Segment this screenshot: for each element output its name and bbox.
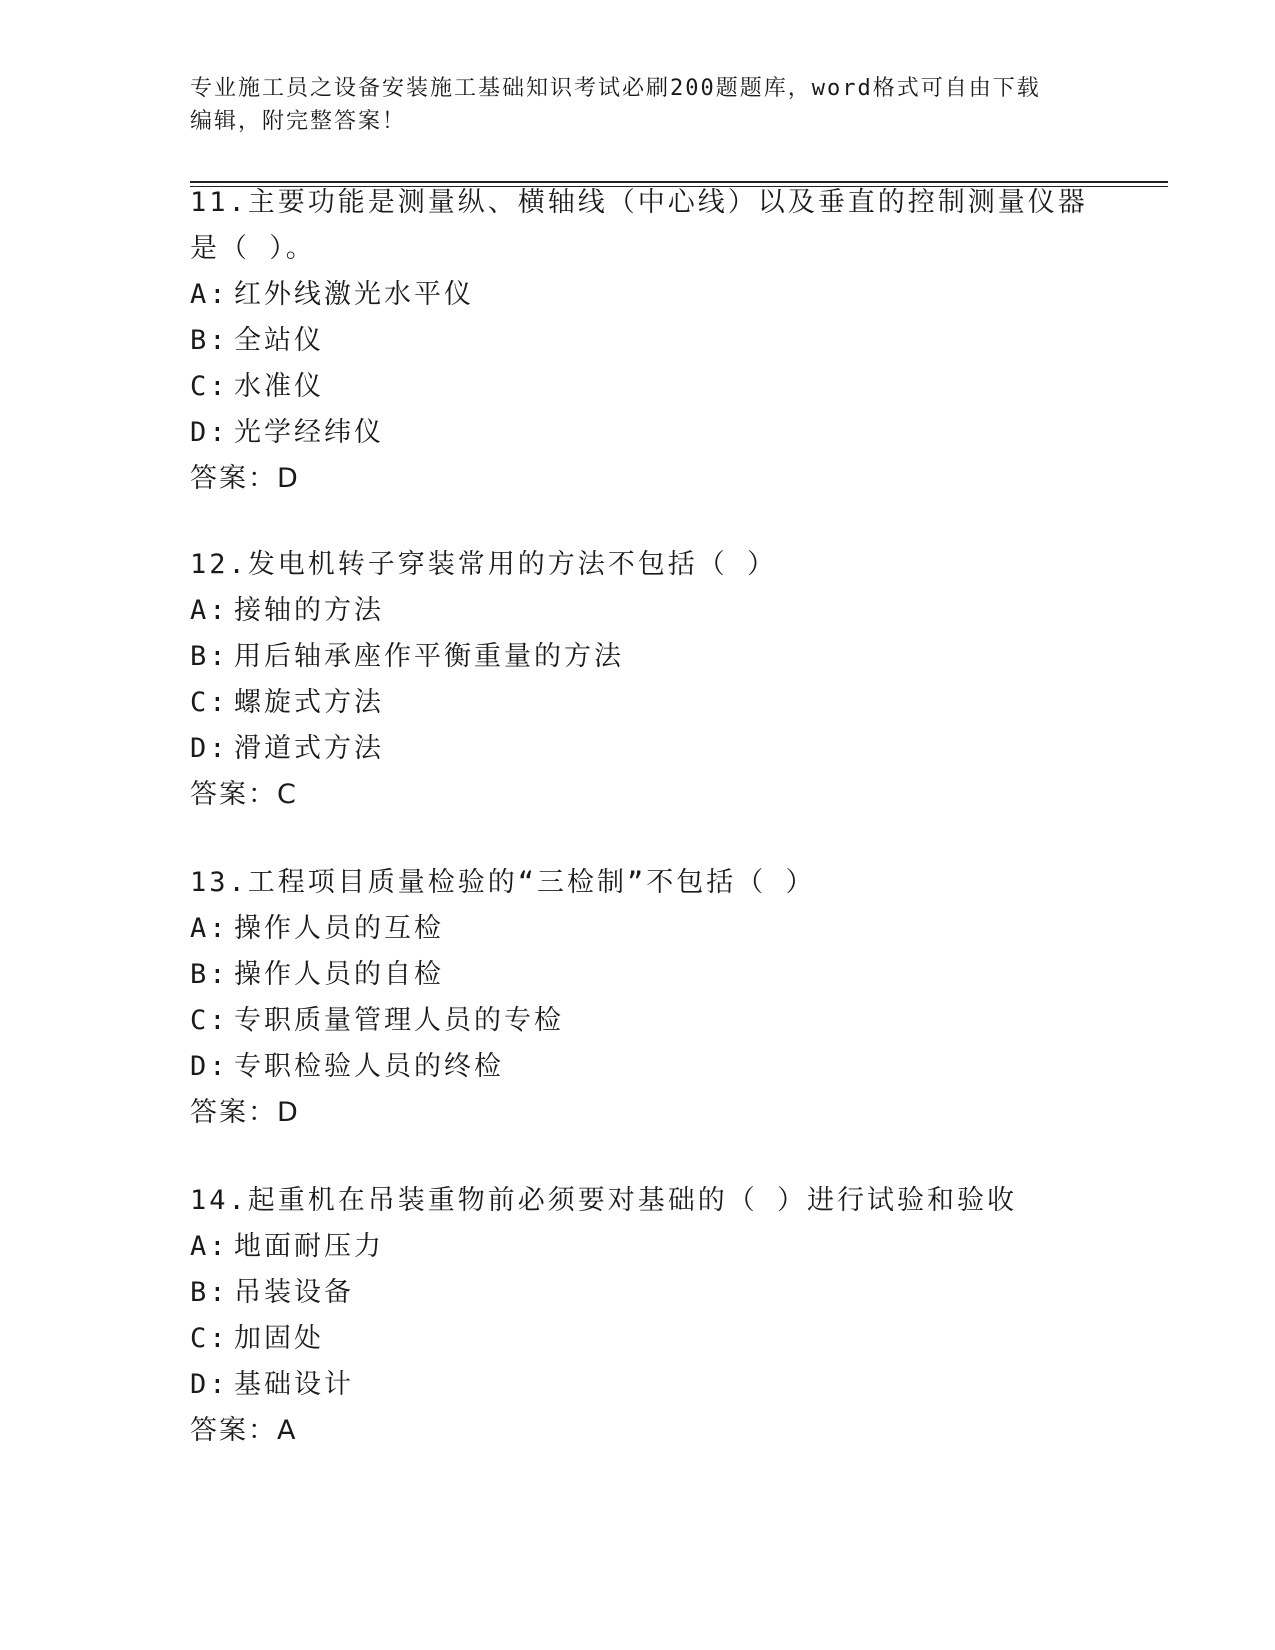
option-key: B: [190, 641, 229, 672]
option-key: D: [190, 417, 229, 448]
option-key: C: [190, 687, 229, 718]
option-a [190, 1224, 1090, 1270]
option-text: 红外线激光水平仪 [234, 279, 474, 310]
option-key: B: [190, 959, 229, 990]
header-line-2: 编辑，附完整答案！ [190, 109, 407, 134]
option-text: 操作人员的互检 [234, 913, 444, 944]
option-key: C: [190, 1323, 229, 1354]
answer: 答案：A [190, 1415, 298, 1446]
option-text: 螺旋式方法 [234, 687, 384, 718]
option-b [190, 952, 1090, 998]
question-12 [190, 542, 1090, 818]
question-stem: 14.起重机在吊装重物前必须要对基础的（ ）进行试验和验收 [190, 1185, 1018, 1216]
option-c [190, 1316, 1090, 1362]
option-d [190, 1362, 1090, 1408]
question-stem: 13.工程项目质量检验的“三检制”不包括（ ） [190, 867, 816, 898]
option-text: 光学经纬仪 [234, 417, 384, 448]
option-text: 基础设计 [234, 1369, 354, 1400]
option-key: A: [190, 279, 229, 310]
option-key: A: [190, 1231, 229, 1262]
option-text: 加固处 [234, 1323, 324, 1354]
document-header [190, 72, 1090, 138]
header-line-1: 专业施工员之设备安装施工基础知识考试必刷200题题库，word格式可自由下载 [190, 76, 1041, 101]
option-c [190, 998, 1090, 1044]
option-text: 滑道式方法 [234, 733, 384, 764]
option-a [190, 272, 1090, 318]
answer: 答案：C [190, 779, 298, 810]
question-13 [190, 860, 1090, 1136]
option-text: 专职质量管理人员的专检 [234, 1005, 564, 1036]
question-11 [190, 180, 1090, 502]
option-key: A: [190, 913, 229, 944]
option-b [190, 318, 1090, 364]
option-a [190, 588, 1090, 634]
option-text: 吊装设备 [234, 1277, 354, 1308]
question-stem: 12.发电机转子穿装常用的方法不包括（ ） [190, 549, 778, 580]
option-text: 全站仪 [234, 325, 324, 356]
option-c [190, 364, 1090, 410]
option-text: 接轴的方法 [234, 595, 384, 626]
question-stem: 11.主要功能是测量纵、横轴线（中心线）以及垂直的控制测量仪器是（ ）。 [190, 187, 1088, 264]
answer: 答案：D [190, 463, 300, 494]
option-key: D: [190, 1051, 229, 1082]
option-b [190, 1270, 1090, 1316]
option-key: D: [190, 1369, 229, 1400]
answer: 答案：D [190, 1097, 300, 1128]
option-text: 操作人员的自检 [234, 959, 444, 990]
option-a [190, 906, 1090, 952]
option-key: D: [190, 733, 229, 764]
option-key: B: [190, 325, 229, 356]
option-key: A: [190, 595, 229, 626]
option-d [190, 726, 1090, 772]
option-text: 地面耐压力 [234, 1231, 384, 1262]
question-14 [190, 1178, 1090, 1454]
option-c [190, 680, 1090, 726]
option-key: B: [190, 1277, 229, 1308]
option-key: C: [190, 371, 229, 402]
option-text: 水准仪 [234, 371, 324, 402]
option-d [190, 1044, 1090, 1090]
option-key: C: [190, 1005, 229, 1036]
option-b [190, 634, 1090, 680]
option-text: 用后轴承座作平衡重量的方法 [234, 641, 624, 672]
option-text: 专职检验人员的终检 [234, 1051, 504, 1082]
option-d [190, 410, 1090, 456]
